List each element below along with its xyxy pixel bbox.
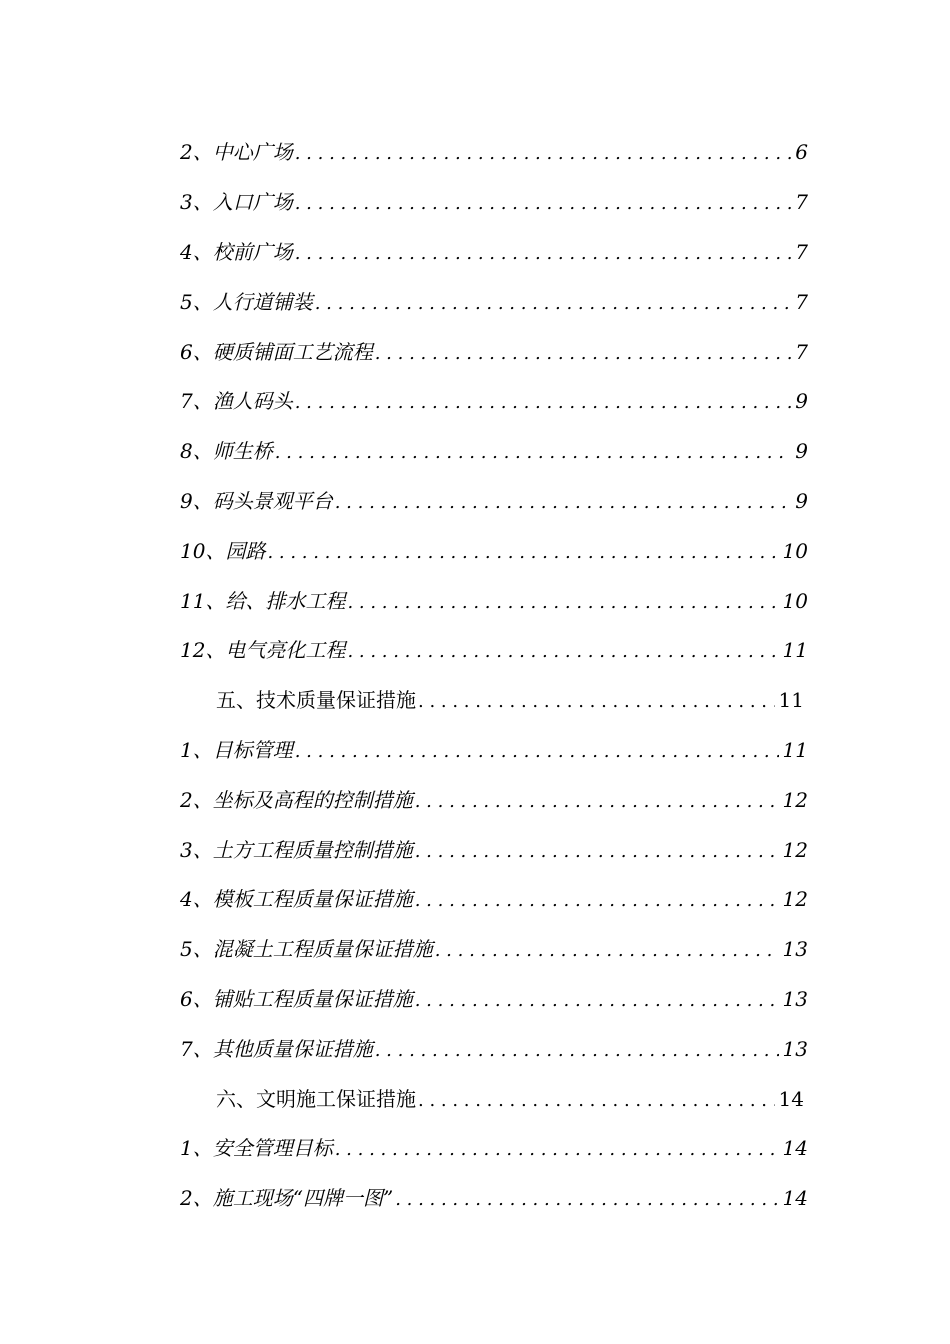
toc-entry-title: 3、土方工程质量控制措施 [180,837,413,862]
dot-leader [315,293,792,314]
toc-entry-page: 11 [782,638,808,663]
dot-leader [418,691,775,712]
toc-entry[interactable] [0,375,950,425]
dot-leader [267,542,778,563]
toc-entry-page: 10 [782,588,808,613]
dot-leader [295,193,792,214]
toc-entry-page: 12 [782,887,808,912]
toc-entry-title: 5、人行道铺装 [180,289,313,314]
toc-entry-page: 10 [782,538,808,563]
toc-entry-title: 8、师生桥 [180,439,273,464]
toc-entry[interactable] [0,126,950,176]
toc-entry-page: 14 [782,1186,808,1211]
toc-section-entry[interactable] [0,674,950,724]
toc-entry-title: 1、目标管理 [180,737,293,762]
toc-entry[interactable] [0,923,950,973]
toc-entry-page: 7 [795,239,808,264]
toc-entry[interactable] [0,275,950,325]
toc-entry-page: 6 [795,140,808,165]
toc-entry-title: 11、给、排水工程 [180,588,346,613]
toc-entry-page: 9 [795,389,808,414]
toc-entry-title: 5、混凝土工程质量保证措施 [180,937,433,962]
toc-entry[interactable] [0,823,950,873]
dot-leader [295,741,779,762]
toc-entry-page: 11 [782,737,808,762]
toc-entry[interactable] [0,773,950,823]
table-of-contents [0,126,950,1222]
dot-leader [395,1189,778,1210]
toc-entry-title: 7、渔人码头 [180,389,293,414]
toc-entry-title: 2、坐标及高程的控制措施 [180,787,413,812]
toc-entry[interactable] [0,724,950,774]
toc-entry[interactable] [0,873,950,923]
dot-leader [375,1040,779,1061]
dot-leader [375,343,792,364]
dot-leader [335,1139,779,1160]
toc-entry-title: 12、电气亮化工程 [180,638,346,663]
toc-entry-page: 12 [782,787,808,812]
toc-entry-page: 7 [795,190,808,215]
dot-leader [418,1090,775,1111]
toc-entry-page: 9 [795,439,808,464]
dot-leader [335,492,792,513]
dot-leader [295,143,792,164]
toc-entry-title: 9、码头景观平台 [180,488,333,513]
toc-entry-title: 6、铺贴工程质量保证措施 [180,986,413,1011]
toc-entry-page: 13 [782,986,808,1011]
toc-entry[interactable] [0,1022,950,1072]
toc-entry-title: 6、硬质铺面工艺流程 [180,339,373,364]
toc-entry-page: 13 [782,937,808,962]
dot-leader [415,841,779,862]
toc-entry-title: 1、安全管理目标 [180,1136,333,1161]
dot-leader [415,890,779,911]
toc-entry-page: 12 [782,837,808,862]
toc-entry[interactable] [0,425,950,475]
dot-leader [415,791,779,812]
toc-entry-page: 14 [782,1136,808,1161]
toc-entry-page: 13 [782,1036,808,1061]
toc-entry-title: 六、文明施工保证措施 [216,1086,416,1111]
toc-entry-title: 10、园路 [180,538,266,563]
toc-entry-title: 4、校前广场 [180,239,293,264]
toc-entry-page: 7 [795,289,808,314]
toc-entry-page: 7 [795,339,808,364]
toc-entry[interactable] [0,624,950,674]
toc-entry-title: 7、其他质量保证措施 [180,1036,373,1061]
toc-entry-title: 2、中心广场 [180,140,293,165]
dot-leader [295,243,792,264]
dot-leader [347,641,778,662]
toc-entry-title: 2、施工现场“四牌一图” [180,1186,394,1211]
toc-entry[interactable] [0,475,950,525]
dot-leader [275,442,792,463]
toc-section-entry[interactable] [0,1072,950,1122]
toc-entry[interactable] [0,973,950,1023]
toc-entry-page: 14 [778,1086,804,1111]
dot-leader [295,392,792,413]
toc-entry-title: 4、模板工程质量保证措施 [180,887,413,912]
toc-entry-title: 3、入口广场 [180,190,293,215]
toc-entry[interactable] [0,325,950,375]
toc-entry-title: 五、技术质量保证措施 [216,688,416,713]
dot-leader [435,940,779,961]
toc-entry[interactable] [0,176,950,226]
dot-leader [347,592,778,613]
toc-entry[interactable] [0,1172,950,1222]
toc-entry[interactable] [0,226,950,276]
toc-entry[interactable] [0,574,950,624]
toc-entry[interactable] [0,1122,950,1172]
toc-entry-page: 11 [778,688,804,713]
toc-entry[interactable] [0,524,950,574]
toc-entry-page: 9 [795,488,808,513]
dot-leader [415,990,779,1011]
